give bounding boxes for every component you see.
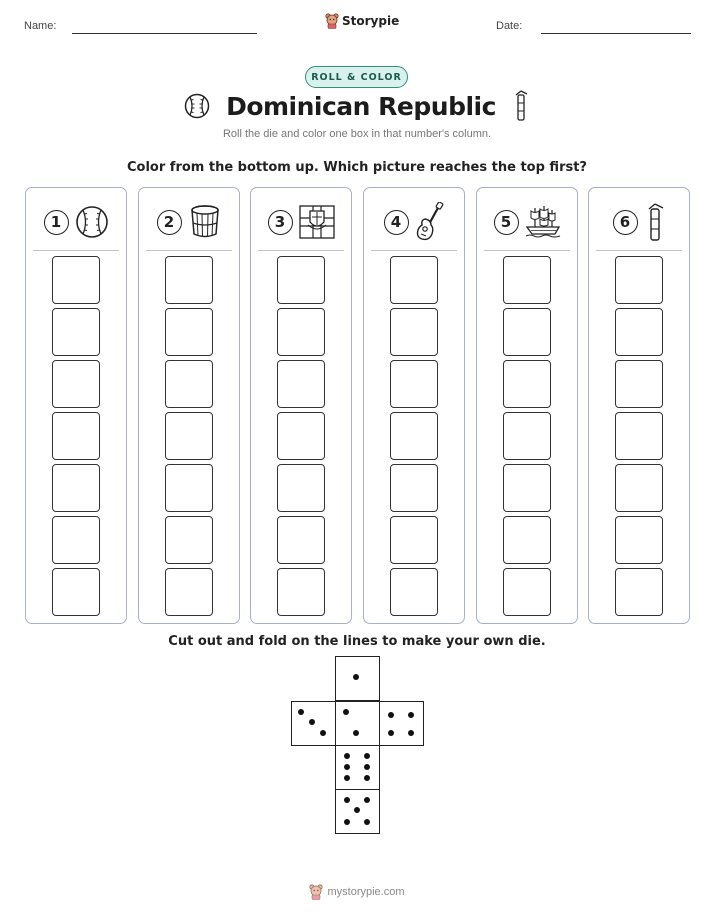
color-box[interactable]	[390, 308, 438, 356]
color-box[interactable]	[165, 256, 213, 304]
column-2	[138, 187, 240, 624]
column-3	[250, 187, 352, 624]
instruction: Color from the bottom up. Which picture reaches the top first?	[127, 160, 587, 175]
column-number: 3	[268, 210, 293, 235]
pip	[320, 730, 326, 736]
name-line	[72, 33, 257, 34]
baseball-icon	[184, 93, 210, 119]
column-header	[36, 202, 116, 242]
column-5	[476, 187, 578, 624]
column-header	[149, 202, 229, 242]
color-box[interactable]	[165, 516, 213, 564]
column-number: 6	[613, 210, 638, 235]
column-divider	[258, 250, 344, 251]
color-box[interactable]	[277, 464, 325, 512]
color-box[interactable]	[52, 360, 100, 408]
drum-icon	[188, 204, 222, 240]
pip	[344, 753, 350, 759]
pip	[408, 730, 414, 736]
sugarcane-icon	[644, 202, 666, 242]
color-box[interactable]	[165, 360, 213, 408]
pip	[408, 712, 414, 718]
column-6	[588, 187, 690, 624]
date-label: Date:	[496, 20, 523, 32]
footer-url[interactable]: mystorypie.com	[327, 886, 405, 898]
pip	[344, 775, 350, 781]
column-number: 4	[384, 210, 409, 235]
column-header	[599, 202, 679, 242]
color-box[interactable]	[165, 308, 213, 356]
pip	[388, 712, 394, 718]
footer	[0, 884, 714, 900]
color-box[interactable]	[615, 568, 663, 616]
column-number: 5	[494, 210, 519, 235]
pip	[388, 730, 394, 736]
color-box[interactable]	[615, 360, 663, 408]
pip	[364, 797, 370, 803]
column-divider	[484, 250, 570, 251]
die-face-three	[291, 701, 336, 746]
color-box[interactable]	[503, 464, 551, 512]
die-face-four	[379, 701, 424, 746]
color-box[interactable]	[52, 412, 100, 460]
color-box[interactable]	[390, 464, 438, 512]
die-instruction: Cut out and fold on the lines to make your own die.	[168, 634, 546, 649]
color-box[interactable]	[503, 412, 551, 460]
subtitle: Roll the die and color one box in that number's column.	[222, 128, 492, 140]
pip	[298, 709, 304, 715]
guitar-icon	[415, 202, 445, 242]
color-box[interactable]	[615, 412, 663, 460]
baseball-icon	[75, 205, 109, 239]
color-box[interactable]	[277, 308, 325, 356]
ship-icon	[525, 205, 561, 239]
bear-icon	[309, 884, 323, 900]
color-box[interactable]	[390, 412, 438, 460]
color-box[interactable]	[277, 516, 325, 564]
pip	[364, 753, 370, 759]
column-divider	[371, 250, 457, 251]
color-box[interactable]	[390, 360, 438, 408]
color-box[interactable]	[165, 412, 213, 460]
pip	[343, 709, 349, 715]
brand-logo	[325, 13, 399, 29]
color-box[interactable]	[277, 256, 325, 304]
color-box[interactable]	[503, 568, 551, 616]
pip	[344, 797, 350, 803]
column-divider	[33, 250, 119, 251]
column-1	[25, 187, 127, 624]
activity-badge: ROLL & COLOR	[305, 66, 408, 88]
color-box[interactable]	[52, 256, 100, 304]
pip	[364, 819, 370, 825]
pip	[354, 807, 360, 813]
color-box[interactable]	[615, 256, 663, 304]
bear-icon	[325, 13, 339, 29]
color-box[interactable]	[277, 568, 325, 616]
color-box[interactable]	[503, 308, 551, 356]
pip	[364, 764, 370, 770]
page-title: Dominican Republic	[226, 91, 496, 121]
die-face-two	[335, 701, 380, 746]
pip	[344, 764, 350, 770]
name-label: Name:	[24, 20, 57, 32]
column-header	[487, 202, 567, 242]
color-box[interactable]	[277, 360, 325, 408]
color-box[interactable]	[390, 256, 438, 304]
color-box[interactable]	[277, 412, 325, 460]
color-box[interactable]	[390, 568, 438, 616]
pip	[364, 775, 370, 781]
pip	[353, 730, 359, 736]
column-divider	[146, 250, 232, 251]
column-number: 2	[157, 210, 182, 235]
column-divider	[596, 250, 682, 251]
color-box[interactable]	[52, 568, 100, 616]
die-face-six	[335, 745, 380, 790]
color-box[interactable]	[615, 308, 663, 356]
color-box[interactable]	[615, 516, 663, 564]
die-face-five	[335, 789, 380, 834]
color-box[interactable]	[615, 464, 663, 512]
color-box[interactable]	[390, 516, 438, 564]
column-header	[374, 202, 454, 242]
column-number: 1	[44, 210, 69, 235]
color-box[interactable]	[503, 256, 551, 304]
column-4	[363, 187, 465, 624]
date-line	[541, 33, 691, 34]
pip	[353, 674, 359, 680]
color-box[interactable]	[165, 568, 213, 616]
color-box[interactable]	[503, 360, 551, 408]
color-box[interactable]	[52, 308, 100, 356]
coat-of-arms-icon	[299, 205, 335, 239]
pip	[344, 819, 350, 825]
brand-name: Storypie	[342, 14, 400, 28]
color-box[interactable]	[52, 464, 100, 512]
color-box[interactable]	[165, 464, 213, 512]
title-row	[0, 90, 714, 122]
pip	[309, 719, 315, 725]
die-face-one	[335, 656, 380, 701]
color-box[interactable]	[503, 516, 551, 564]
sugarcane-icon	[512, 90, 530, 122]
color-box[interactable]	[52, 516, 100, 564]
column-header	[261, 202, 341, 242]
